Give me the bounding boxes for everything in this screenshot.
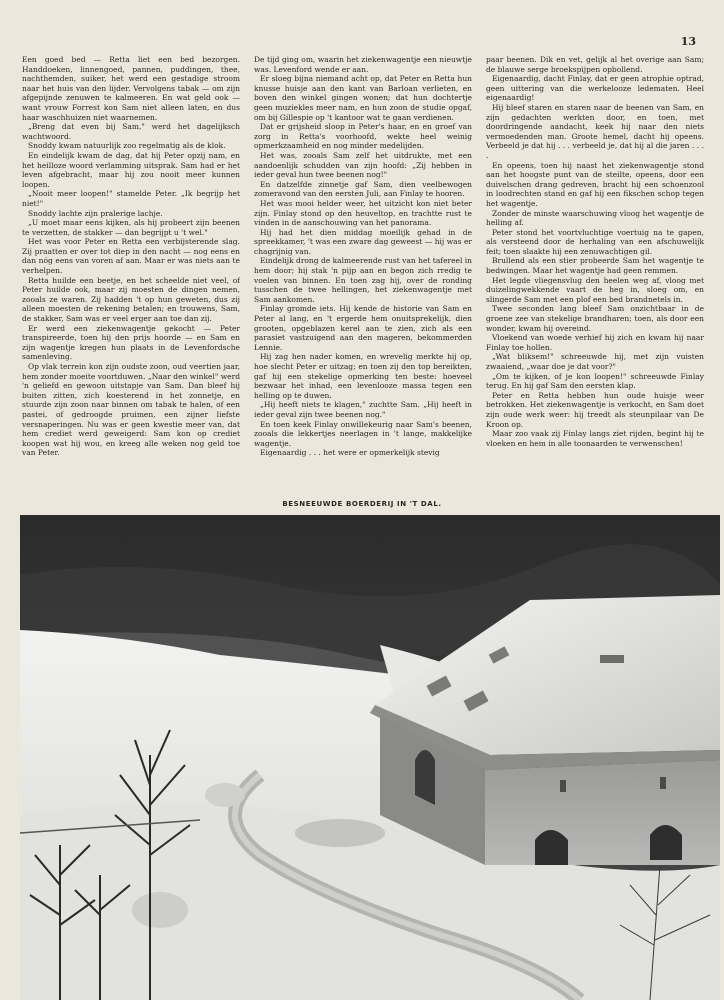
paragraph: Maar zoo vaak zij Finlay langs ziet rijden, begint hij te vloeken en hem in alle toonaarden te verwenschen!	[486, 429, 704, 448]
paragraph: Finlay gromde iets. Hij kende de historie van Sam en Peter al lang, en 't ergerde hem onuitsprekelijk, dien grooten, opgeblazen kerel aan te zien, zich als een parasiet vastzuigend aan den mageren, bekommerden Lennie.	[254, 304, 472, 352]
paragraph: Eindelijk drong de kalmeerende rust van het tafereel in hem door; hij stak 'n pijp aan en begon zich rredig te voelen van binnen. En toen zag hij, over de ronding tusschen de twee hellingen, het ziekenwagentje met Sam aankomen.	[254, 256, 472, 304]
paragraph: Op vlak terrein kon zijn oudste zoon, oud veertien jaar, hem zonder moeite voortduwen. „Naar den winkel" werd 'n geliefd en gewoon uitstapje van Sam. Dan bleef hij buiten zitten, zich koesterend in het zonnetje, en stuurde zijn zoon naar binnen om tabak te halen, of een pastei, of gedroogde pruimen, een zijner liefste versnaperingen. Nu was er geen kwestie meer van, dat hem crediet werd geweigerd: Sam kon op crediet koopen wat hij wou, en kreeg alle weken nog geld toe van Peter.	[22, 362, 240, 458]
text-column-3	[486, 55, 704, 497]
paragraph: „Breng dat even bij Sam," werd het dagelijksch wachtwoord.	[22, 122, 240, 141]
paragraph: Peter stond het voortvluchtige voertuig na te gapen, als versteend door de herhaling van een afschuwelijk feit; toen slaakte hij een zenuwachtigen gil.	[486, 227, 704, 256]
paragraph: Eigenaardig . . . het were er opmerkelijk stevig	[260, 448, 440, 458]
paragraph: Hij zag hen nader komen, en wrevelig merkte hij op, hoe slecht Peter er uitzag; en toen zij den top bereikten, gaf hij een stekelige opmerking ten beste: hoeveel bezwaar het inhad, een levenlooze massa tegen een helling op te duwen.	[254, 352, 472, 400]
paragraph: Snoddy lachte zijn pralerige lachje.	[28, 208, 163, 218]
paragraph: Vloekend van woede verhief hij zich en kwam hij naar Finlay toe hollen.	[486, 333, 704, 352]
paragraph: Eigenaardig, dacht Finlay, dat er geen atrophie optrad, geen uittering van die werkelooze ledematen. Heel eigenaardig!	[486, 74, 704, 103]
text-column-1	[22, 55, 240, 497]
text-column-2	[254, 55, 472, 497]
paragraph: En opeens, toen hij naast het ziekenwagentje stond aan het hoogste punt van de steilte, opeens, door een duivelschen drang gedreven, bracht hij een schoenzool in loodrechten stand en gaf hij een fikschen schop tegen het wagentje.	[486, 160, 704, 208]
paragraph: En toen keek Finlay onwillekeurig naar Sam's beenen, zooals die lekkertjes neerlagen in 't lange, makkelijke wagentje.	[254, 419, 472, 448]
paragraph: „Om te kijken, of je kon loopen!" schreeuwde Finlay terug. En hij gaf Sam den eersten klap.	[486, 371, 704, 391]
paragraph: Hij bleef staren en staren naar de beenen van Sam, en zijn gedachten werkten door, en toen, met doordringende aandacht, keek hij naar den niets vermoedenden man. Groote hemel, dacht hij opeens. Verbeeld je dat hij . . . verbeeld je, dat hij al die jaren . . . .	[486, 102, 704, 160]
paragraph: Er werd een ziekenwagentje gekocht — Peter transpireerde, toen hij den prijs hoorde — en Sam en zijn wagentje kregen hun plaats in de Levenfordsche samenleving.	[22, 323, 240, 362]
snowy-farmhouse-photo	[20, 515, 720, 1000]
paragraph: De tijd ging om, waarin het ziekenwagentje een nieuwtje was. Levenford wende er aan.	[254, 55, 472, 74]
paragraph: Er sloeg bijna niemand acht op, dat Peter en Retta hun knusse huisje aan den kant van Barloan verlieten, en boven den winkel gingen wonen; dat hun dochtertje geen muziekles meer nam, en hun zoon de studie opgaf, om bij Gillespie op 't kantoor wat te gaan verdienen.	[254, 74, 472, 122]
paragraph: En eindelijk kwam de dag, dat hij Peter opzij nam, en het heilloze woord verlamming uitsprak. Sam had er het leven afgebracht, maar hij zou nooit meer kunnen loopen.	[22, 150, 240, 189]
paragraph: „Hij heeft niets te klagen," zuchtte Sam. „Hij heeft in ieder geval zijn twee beenen nog."	[254, 400, 472, 419]
page-number: 13	[680, 35, 696, 48]
paragraph: Het legde vliegensvlug den heelen weg af, vloog met duizelingwekkende vaart de heg in, sloeg om, en slingerde Sam met een plof een bed brandnetels in.	[486, 275, 704, 304]
paragraph: En datzelfde zinnetje gaf Sam, dien veelbewogen zomeravond van den eersten Juli, aan Finlay te hooren.	[254, 179, 472, 199]
photo-caption: BESNEEUWDE BOERDERIJ IN 'T DAL.	[282, 500, 442, 508]
paragraph: Twee seconden lang bleef Sam onzichtbaar in de groene zee van stekelige brandharen; toen, als door een wonder, kwam hij overeind.	[486, 304, 704, 333]
paragraph: Een goed bed — Retta liet een bed bezorgen. Handdoeken, linnengoed, pannen, puddingen, thee, nachthemden, suiker, het werd een gestadige stroom naar het huis van den lijder. Vervolgens tabak — om zijn afgepijnde zenuwen te kalmeeren. En wat geld ook — want vrouw Forrest kon Sam niet alleen laten, en dus haar waschhuizen niet waarnemen.	[22, 55, 240, 122]
paragraph: Dat er grijsheid sloop in Peter's haar, en en groef van zorg in Retta's voorhoofd, wekte heel weinig opmerkzaamheid en nog minder medelijden.	[254, 122, 472, 151]
article-columns	[22, 55, 704, 497]
paragraph: Retta huilde een beetje, en het scheelde niet veel, of Peter huilde ook, maar zij moesten de dingen nemen, zooals ze waren. Zij hadden 't op hun geweten, dus zij alleen moesten de rekening betalen; en trouwens, Sam, de stakker, Sam was er veel erger aan toe dan zij.	[22, 275, 240, 324]
paragraph: Snoddy kwam natuurlijk zoo regelmatig als de klok.	[28, 141, 226, 151]
paragraph: Peter en Retta hebben hun oude huisje weer betrokken. Het ziekenwagentje is verkocht, en Sam doet zijn oude werk weer: hij treedt als steunpilaar van De Kroon op.	[486, 390, 704, 429]
paragraph: Zonder de minste waarschuwing vloog het wagentje de helling af.	[486, 208, 704, 228]
paragraph: Het was, zooals Sam zelf het uitdrukte, met een aandoenlijk schudden van zijn hoofd: „Zij hebben in ieder geval hun twee beenen nog!"	[254, 150, 472, 180]
paragraph: „Nooit meer loopen!" stamelde Peter. „Ik begrijp het niet!"	[22, 189, 240, 208]
paragraph: Het was voor Peter en Retta een verbijsterende slag. Zij praatten er over tot diep in den nacht — nog eens en dan nóg eens van voren af aan. Maar er was niets aan te verhelpen.	[22, 237, 240, 276]
paragraph: Brullend als een stier probeerde Sam het wagentje te bedwingen. Maar het wagentje had geen remmen.	[486, 256, 704, 276]
paragraph: Het was mooi helder weer, het uitzicht kon niet beter zijn. Finlay stond op den heuveltop, en trachtte rust te vinden in de aanschouwing van het panorama.	[254, 198, 472, 228]
paragraph: „Wat bliksem!" schreeuwde hij, met zijn vuisten zwaaiend, „waar doe je dat voor?"	[486, 352, 704, 371]
paragraph: paar beenen. Dik en vet, gelijk al het overige aan Sam; de blauwe serge broekspijpen opbollend.	[486, 55, 704, 74]
paragraph: Hij had het dien middag moeilijk gehad in de spreekkamer, 't was een zware dag geweest — hij was er chagrijnig van.	[254, 227, 472, 256]
paragraph: „U moet maar eens kijken, als hij probeert zijn beenen te verzetten, de stakker — dan begrijpt u 't wel."	[22, 218, 240, 237]
